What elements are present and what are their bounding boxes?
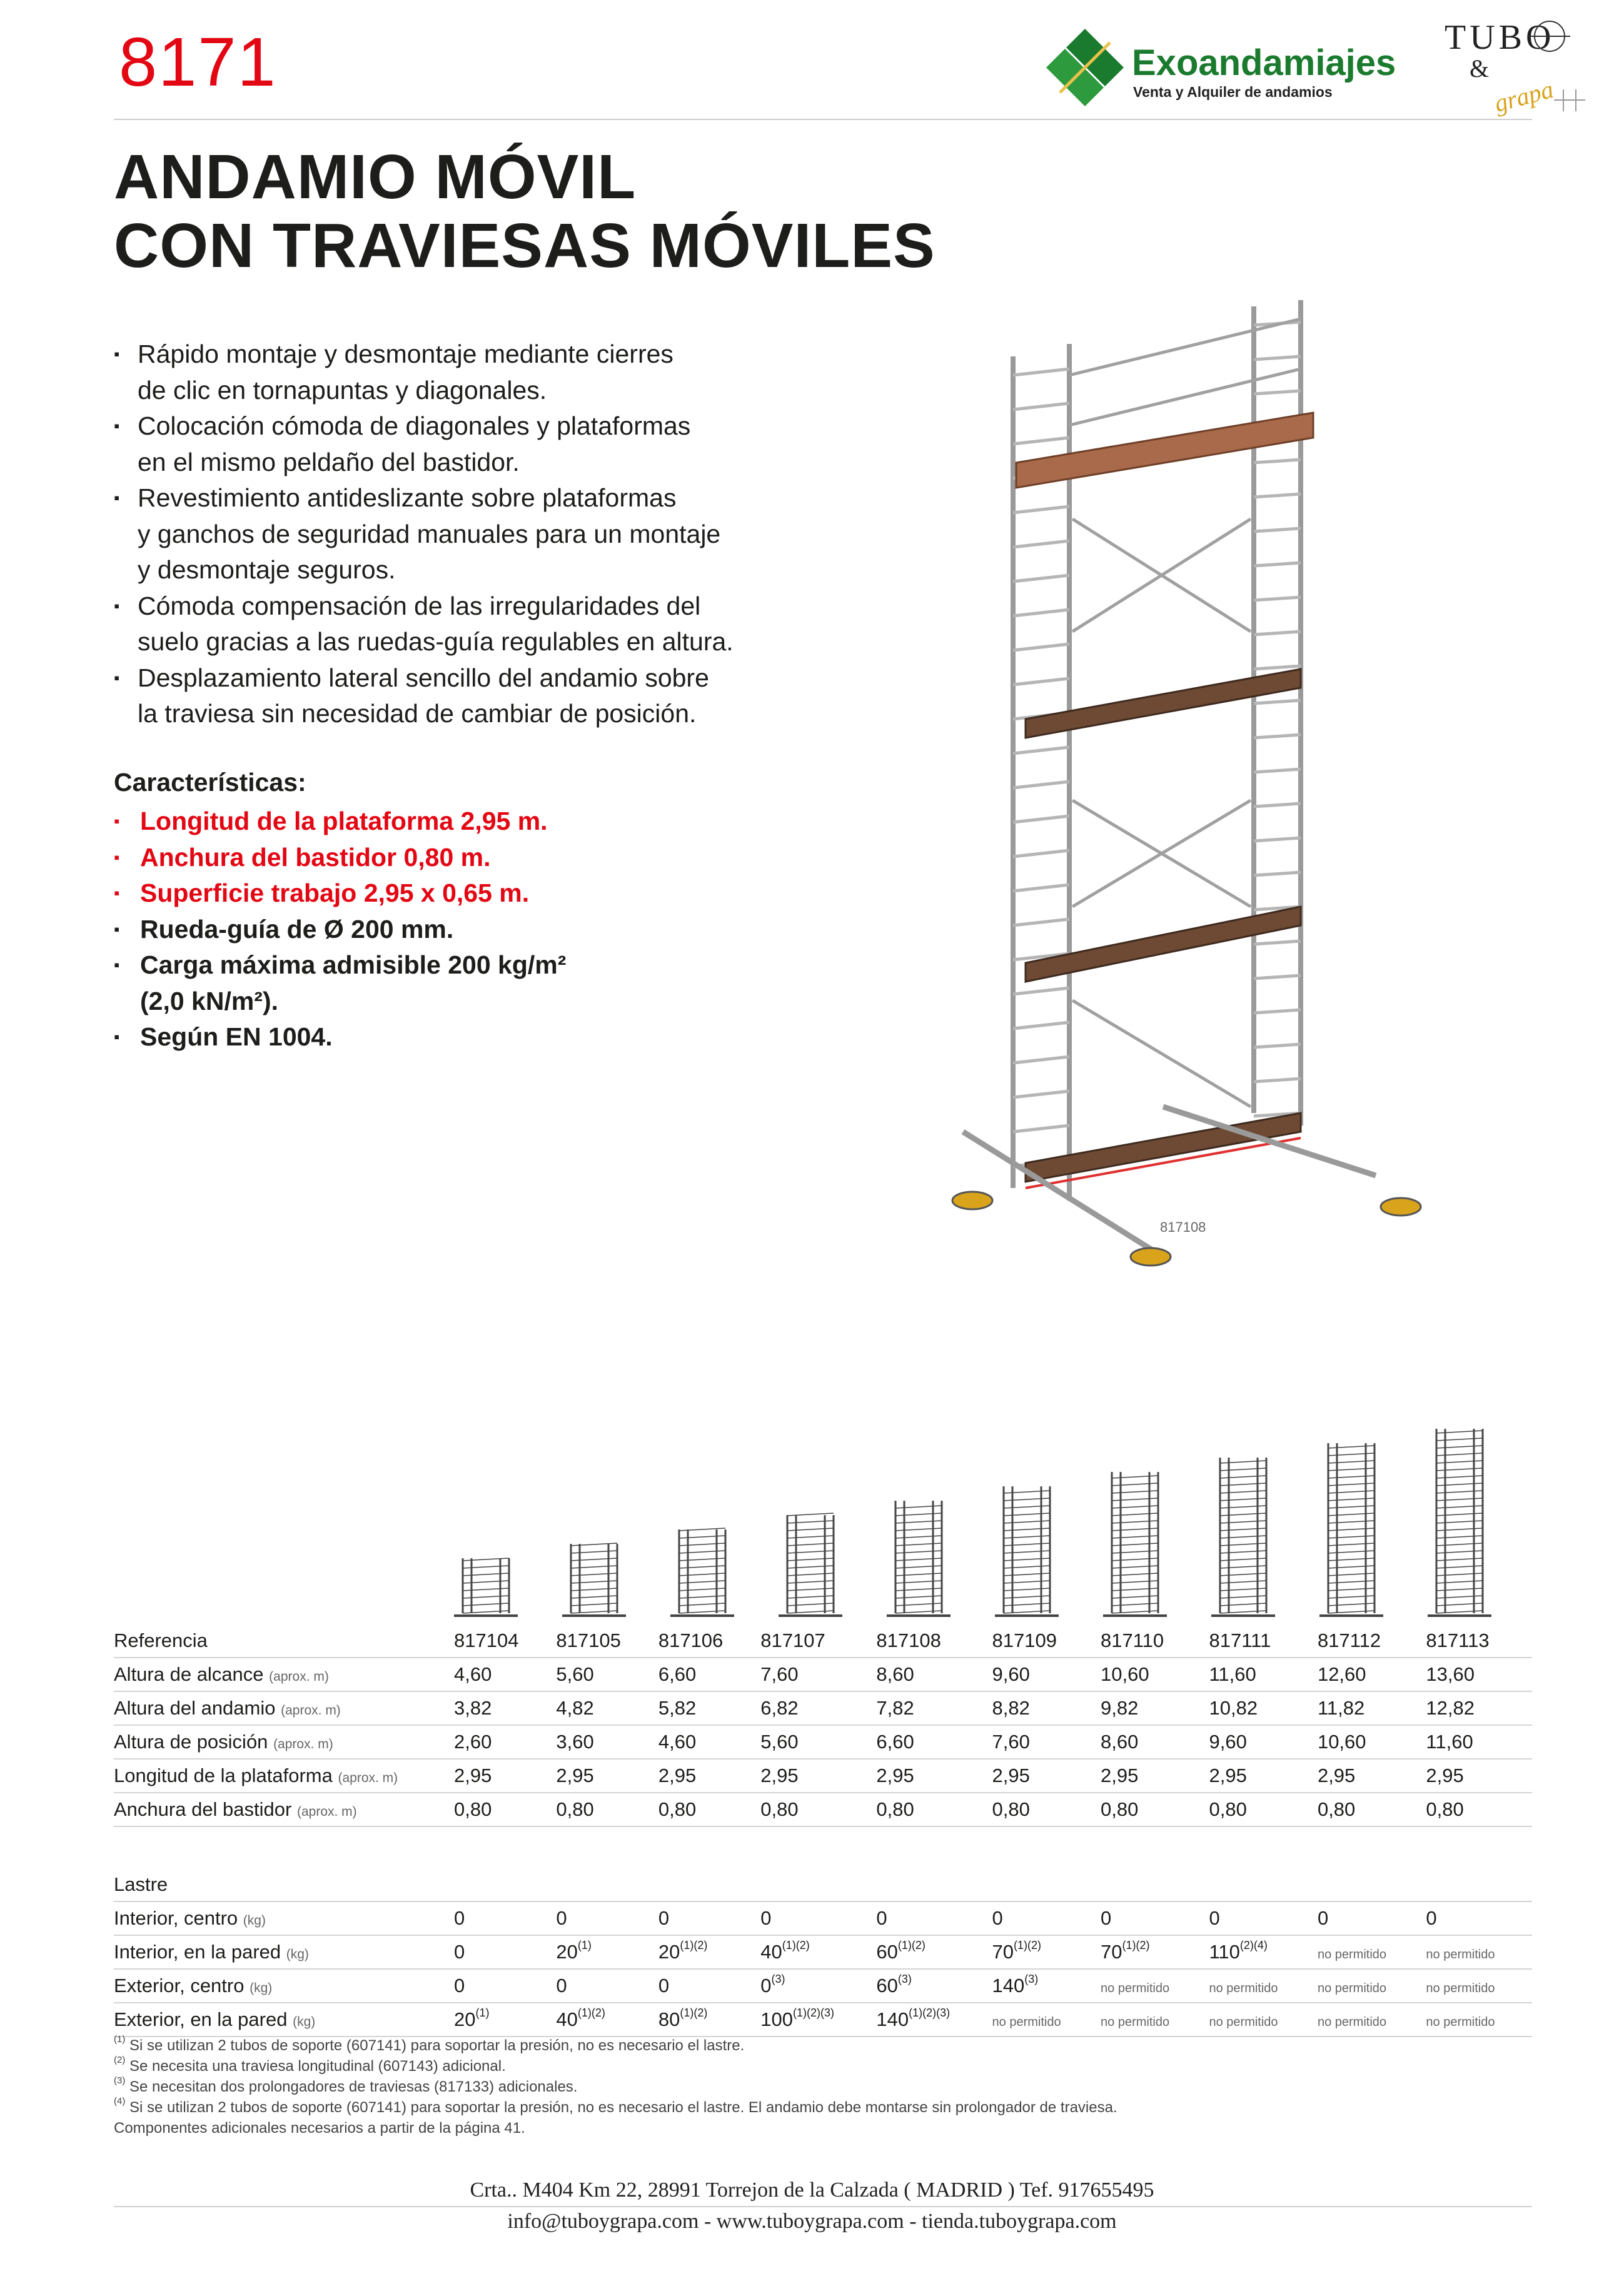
value-cell: 5,60 — [758, 1725, 874, 1759]
benefit-line: ▪ Cómoda compensación de las irregularidades del — [114, 591, 701, 620]
ballast-cell: 0 — [553, 1969, 655, 2003]
scaffold-illustration — [913, 281, 1432, 1276]
header-divider — [114, 119, 1532, 120]
ref-cell: 817108 — [874, 1624, 989, 1658]
feature-item: ▪ Según EN 1004. — [114, 1022, 333, 1051]
table-row — [114, 1969, 1532, 2003]
table-row — [114, 1793, 1532, 1826]
mini-scaffold — [1103, 1472, 1167, 1616]
ballast-cell: 0 — [656, 1969, 758, 2003]
mini-scaffold — [454, 1558, 518, 1616]
value-cell: 0,80 — [451, 1793, 553, 1826]
benefit-line: y ganchos de seguridad manuales para un montaje — [138, 519, 721, 548]
value-cell: 0,80 — [1206, 1793, 1314, 1826]
value-cell: 7,82 — [874, 1691, 989, 1725]
footer-address: Crta.. M404 Km 22, 28991 Torrejon de la Calzada ( MADRID ) Tef. 917655495 — [470, 2178, 1154, 2202]
value-cell: 0,80 — [1423, 1793, 1532, 1826]
logo-name: Exoandamiajes — [1132, 43, 1396, 83]
benefits-list — [114, 336, 802, 732]
ref-cell: 817104 — [451, 1624, 553, 1658]
ref-cell: 817111 — [1206, 1624, 1314, 1658]
ballast-cell: 0 — [656, 1901, 758, 1935]
value-cell: 0,80 — [656, 1793, 758, 1826]
ballast-cell: 20$^{(1)}$ — [451, 2003, 553, 2037]
ballast-cell: $110^{(2)(4)}$ — [1206, 1935, 1314, 1969]
ballast-cell: $60^{(1)(2)}$ — [874, 1935, 989, 1969]
value-cell: 8,82 — [990, 1691, 1098, 1725]
mini-scaffold — [670, 1528, 734, 1616]
table-row — [114, 1759, 1532, 1793]
row-label: Altura de posición (aprox. m) — [114, 1725, 451, 1759]
mini-scaffold — [1428, 1429, 1491, 1616]
row-label: Anchura del bastidor (aprox. m) — [114, 1793, 451, 1826]
value-cell: 2,95 — [990, 1759, 1098, 1793]
features-heading: Características: — [114, 768, 306, 797]
ref-cell: 817106 — [656, 1624, 758, 1658]
feature-item: ▪ Carga máxima admisible 200 kg/m² — [114, 950, 567, 979]
logo-tagline: Venta y Alquiler de andamios — [1133, 84, 1333, 100]
row-label: Exterior, en la pared (kg) — [114, 2003, 451, 2037]
value-cell: 8,60 — [1098, 1725, 1206, 1759]
value-cell: 4,60 — [656, 1725, 758, 1759]
benefit-line: ▪ Rápido montaje y desmontaje mediante cierres — [114, 340, 673, 368]
table-row — [114, 1901, 1532, 1935]
value-cell: 7,60 — [990, 1725, 1098, 1759]
footnotes — [114, 2035, 1117, 2138]
row-label: Referencia — [114, 1624, 451, 1658]
value-cell: 4,60 — [451, 1658, 553, 1691]
table-row — [114, 1658, 1532, 1691]
value-cell: 11,60 — [1206, 1658, 1314, 1691]
value-cell: 5,82 — [656, 1691, 758, 1725]
value-cell: 6,60 — [874, 1725, 989, 1759]
row-label: Exterior, centro (kg) — [114, 1969, 451, 2003]
svg-text:&: & — [1470, 54, 1490, 83]
value-cell: 2,95 — [1098, 1759, 1206, 1793]
row-label: Interior, en la pared (kg) — [114, 1935, 451, 1969]
tubo-grapa-logo — [1435, 11, 1591, 124]
value-cell: 2,95 — [553, 1759, 655, 1793]
value-cell: 6,60 — [656, 1658, 758, 1691]
value-cell: 2,95 — [874, 1759, 989, 1793]
benefit-line: y desmontaje seguros. — [138, 555, 396, 584]
ballast-cell: no permitido — [1423, 2003, 1532, 2037]
ballast-cell: 60$^{(3)}$ — [874, 1969, 989, 2003]
ballast-cell: no permitido — [1315, 2003, 1423, 2037]
ballast-cell: $100^{(1)(2)(3)}$ — [758, 2003, 874, 2037]
exoandamiajes-logo — [1032, 19, 1420, 113]
ballast-cell: 0 — [874, 1901, 989, 1935]
value-cell: 2,95 — [1315, 1759, 1423, 1793]
product-code: 8171 — [119, 24, 277, 101]
value-cell: 10,60 — [1315, 1725, 1423, 1759]
ballast-cell: 0 — [758, 1901, 874, 1935]
row-label: Altura del andamio (aprox. m) — [114, 1691, 451, 1725]
value-cell: 3,82 — [451, 1691, 553, 1725]
feature-item: ▪ Longitud de la plataforma 2,95 m. — [114, 807, 548, 835]
ballast-cell: no permitido — [1098, 1969, 1206, 2003]
ballast-cell: $40^{(1)(2)}$ — [758, 1935, 874, 1969]
table-row — [114, 1935, 1532, 1969]
benefit-line: ▪ Revestimiento antideslizante sobre plataformas — [114, 483, 677, 512]
ref-cell: 817107 — [758, 1624, 874, 1658]
table-row — [114, 1725, 1532, 1759]
value-cell: 2,95 — [1206, 1759, 1314, 1793]
benefit-line: suelo gracias a las ruedas-guía regulables en altura. — [138, 627, 734, 656]
footnote: Componentes adicionales necesarios a partir de la página 41. — [114, 2120, 525, 2137]
benefit-line: en el mismo peldaño del bastidor. — [138, 447, 520, 476]
benefit-line: ▪ Colocación cómoda de diagonales y plataformas — [114, 411, 691, 440]
mini-scaffold — [995, 1486, 1059, 1616]
ballast-cell: $70^{(1)(2)}$ — [990, 1935, 1098, 1969]
ballast-cell: $140^{(1)(2)(3)}$ — [874, 2003, 989, 2037]
svg-text:grapa: grapa — [1491, 74, 1556, 118]
ballast-cell: no permitido — [1423, 1935, 1532, 1969]
value-cell: 9,60 — [1206, 1725, 1314, 1759]
footnote: $^{(3)}$ Se necesitan dos prolongadores de traviesas (817133) adicionales. — [114, 2075, 578, 2095]
ballast-cell: 0 — [990, 1901, 1098, 1935]
table-row — [114, 1691, 1532, 1725]
mini-scaffold — [1319, 1443, 1383, 1616]
ballast-cell: 0 — [1423, 1901, 1532, 1935]
ref-cell: 817105 — [553, 1624, 655, 1658]
ballast-cell: $40^{(1)(2)}$ — [553, 2003, 655, 2037]
ballast-cell: 0 — [451, 1969, 553, 2003]
ref-cell: 817110 — [1098, 1624, 1206, 1658]
value-cell: 12,60 — [1315, 1658, 1423, 1691]
row-label: Longitud de la plataforma (aprox. m) — [114, 1759, 451, 1793]
value-cell: 10,60 — [1098, 1658, 1206, 1691]
benefit-line: ▪ Desplazamiento lateral sencillo del andamio sobre — [114, 663, 709, 692]
value-cell: 2,95 — [1423, 1759, 1532, 1793]
ref-cell: 817112 — [1315, 1624, 1423, 1658]
ballast-cell: 0$^{(3)}$ — [758, 1969, 874, 2003]
ballast-cell: 0 — [451, 1901, 553, 1935]
value-cell: 11,82 — [1315, 1691, 1423, 1725]
row-label: Altura de alcance (aprox. m) — [114, 1658, 451, 1691]
value-cell: 0,80 — [553, 1793, 655, 1826]
ballast-cell: no permitido — [1423, 1969, 1532, 2003]
value-cell: 6,82 — [758, 1691, 874, 1725]
mini-scaffold — [1211, 1458, 1275, 1616]
ballast-cell: 20$^{(1)}$ — [553, 1935, 655, 1969]
table-row — [114, 2003, 1532, 2037]
footnote: $^{(2)}$ Se necesita una traviesa longitudinal (607143) adicional. — [114, 2055, 506, 2075]
value-cell: 12,82 — [1423, 1691, 1532, 1725]
table-row — [114, 1624, 1532, 1658]
ballast-cell: 0 — [1098, 1901, 1206, 1935]
value-cell: 2,95 — [758, 1759, 874, 1793]
ref-cell: 817113 — [1423, 1624, 1532, 1658]
footnote: $^{(4)}$ Si se utilizan 2 tubos de soporte (607141) para soportar la presión, no es necesario el lastre. El andamio debe montarse sin prolongador de traviesa. — [114, 2096, 1117, 2116]
ballast-cell: $20^{(1)(2)}$ — [656, 1935, 758, 1969]
ballast-cell: no permitido — [1206, 1969, 1314, 2003]
feature-item: (2,0 kN/m²). — [140, 986, 278, 1015]
table-spacer — [114, 1826, 1532, 1868]
footnote: $^{(1)}$ Si se utilizan 2 tubos de soporte (607141) para soportar la presión, no es necesario el lastre. — [114, 2034, 745, 2054]
value-cell: 3,60 — [553, 1725, 655, 1759]
footer-divider — [114, 2206, 1532, 2207]
feature-item: ▪ Rueda-guía de Ø 200 mm. — [114, 914, 454, 944]
ballast-cell: $70^{(1)(2)}$ — [1098, 1935, 1206, 1969]
value-cell: 0,80 — [758, 1793, 874, 1826]
value-cell: 0,80 — [990, 1793, 1098, 1826]
value-cell: 0,80 — [874, 1793, 989, 1826]
ballast-cell: $80^{(1)(2)}$ — [656, 2003, 758, 2037]
value-cell: 13,60 — [1423, 1658, 1532, 1691]
value-cell: 11,60 — [1423, 1725, 1532, 1759]
ballast-heading: Lastre — [114, 1868, 1532, 1901]
feature-item: ▪ Superficie trabajo 2,95 x 0,65 m. — [114, 879, 530, 907]
specifications-table — [114, 1624, 1532, 2037]
ballast-cell: 0 — [1206, 1901, 1314, 1935]
value-cell: 8,60 — [874, 1658, 989, 1691]
value-cell: 9,82 — [1098, 1691, 1206, 1725]
ballast-cell: 140$^{(3)}$ — [990, 1969, 1098, 2003]
value-cell: 9,60 — [990, 1658, 1098, 1691]
value-cell: 7,60 — [758, 1658, 874, 1691]
value-cell: 2,60 — [451, 1725, 553, 1759]
mini-scaffold — [887, 1501, 951, 1616]
ballast-cell: no permitido — [1315, 1969, 1423, 2003]
row-label: Interior, centro (kg) — [114, 1901, 451, 1935]
benefit-line: la traviesa sin necesidad de cambiar de posición. — [138, 699, 697, 728]
illustration-reference: 817108 — [1160, 1219, 1206, 1235]
mini-scaffold — [562, 1543, 626, 1616]
value-cell: 2,95 — [451, 1759, 553, 1793]
value-cell: 0,80 — [1315, 1793, 1423, 1826]
feature-item: ▪ Anchura del bastidor 0,80 m. — [114, 842, 491, 872]
value-cell: 0,80 — [1098, 1793, 1206, 1826]
svg-text:TUBO: TUBO — [1445, 18, 1555, 57]
value-cell: 10,82 — [1206, 1691, 1314, 1725]
table-row — [114, 1868, 1532, 1901]
value-cell: 5,60 — [553, 1658, 655, 1691]
ballast-cell: 0 — [1315, 1901, 1423, 1935]
ref-cell: 817109 — [990, 1624, 1098, 1658]
benefit-line: de clic en tornapuntas y diagonales. — [138, 375, 547, 405]
ballast-cell: no permitido — [1315, 1935, 1423, 1969]
features-list — [114, 803, 566, 1055]
footer-contacts: info@tuboygrapa.com - www.tuboygrapa.com - tienda.tuboygrapa.com — [507, 2210, 1117, 2233]
ballast-cell: 0 — [451, 1935, 553, 1969]
ballast-cell: no permitido — [1206, 2003, 1314, 2037]
ballast-cell: no permitido — [990, 2003, 1098, 2037]
model-thumbnails — [450, 1413, 1538, 1619]
value-cell: 4,82 — [553, 1691, 655, 1725]
ballast-cell: no permitido — [1098, 2003, 1206, 2037]
value-cell: 2,95 — [656, 1759, 758, 1793]
ballast-cell: 0 — [553, 1901, 655, 1935]
mini-scaffold — [779, 1513, 842, 1616]
page-title: ANDAMIO MÓVIL CON TRAVIESAS MÓVILES — [114, 142, 936, 281]
